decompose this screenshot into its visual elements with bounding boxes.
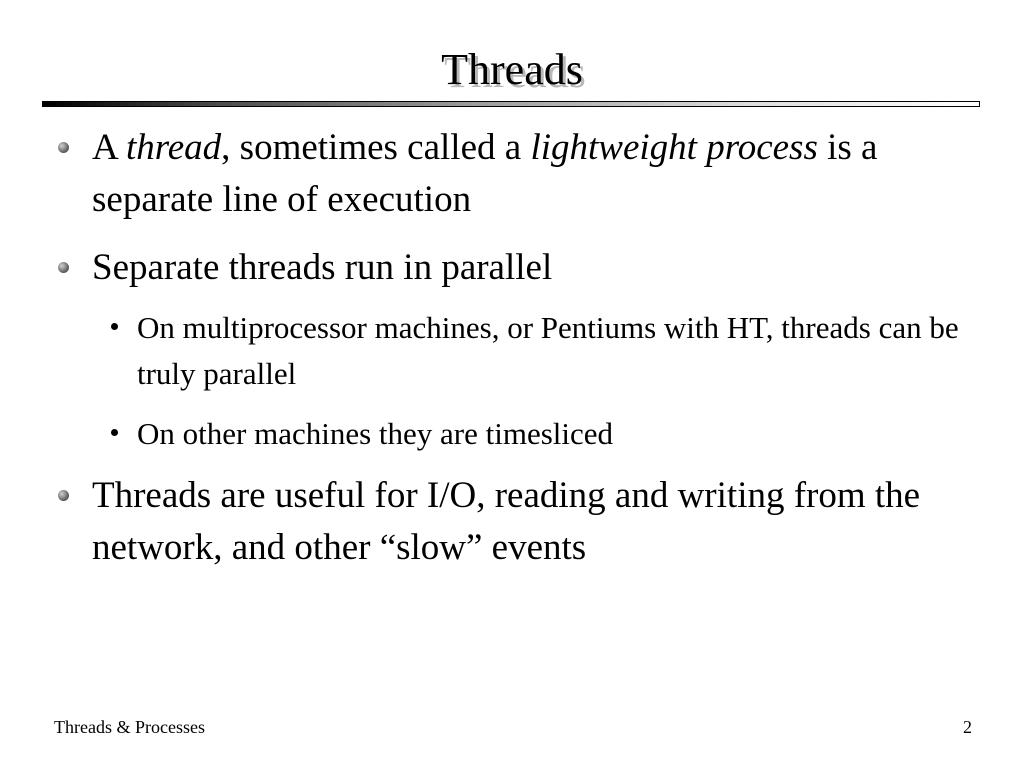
- term-process: process: [706, 127, 818, 168]
- subbullet-dot-icon: [111, 429, 118, 436]
- subbullet-1: On multiprocessor machines, or Pentiums with HT, threads can be truly parallel: [137, 310, 959, 391]
- subbullet-dot-icon: [111, 323, 118, 330]
- bullet-1-text-a: A: [92, 127, 126, 168]
- page-number: 2: [963, 717, 972, 737]
- bullet-dot-icon: [58, 490, 69, 501]
- subbullet-2: On other machines they are timesliced: [137, 416, 614, 451]
- bullet-dot-icon: [58, 262, 69, 273]
- footer-title: Threads & Processes: [54, 717, 205, 737]
- bullet-2: Separate threads run in parallel: [92, 247, 553, 288]
- bullet-3: Threads are useful for I/O, reading and writing from the network, and other “slow” events: [92, 475, 921, 568]
- bullet-1-text-b: , sometimes called a: [221, 127, 531, 168]
- term-thread: thread: [125, 127, 222, 168]
- bullet-1-text-c: is a separate line of execution: [92, 127, 878, 220]
- bullet-1-text-space: [697, 127, 706, 168]
- bullet-1: [92, 122, 962, 226]
- term-lightweight: lightweight: [530, 127, 697, 168]
- slide-title: Threads: [441, 45, 583, 94]
- bullet-dot-icon: [58, 142, 69, 153]
